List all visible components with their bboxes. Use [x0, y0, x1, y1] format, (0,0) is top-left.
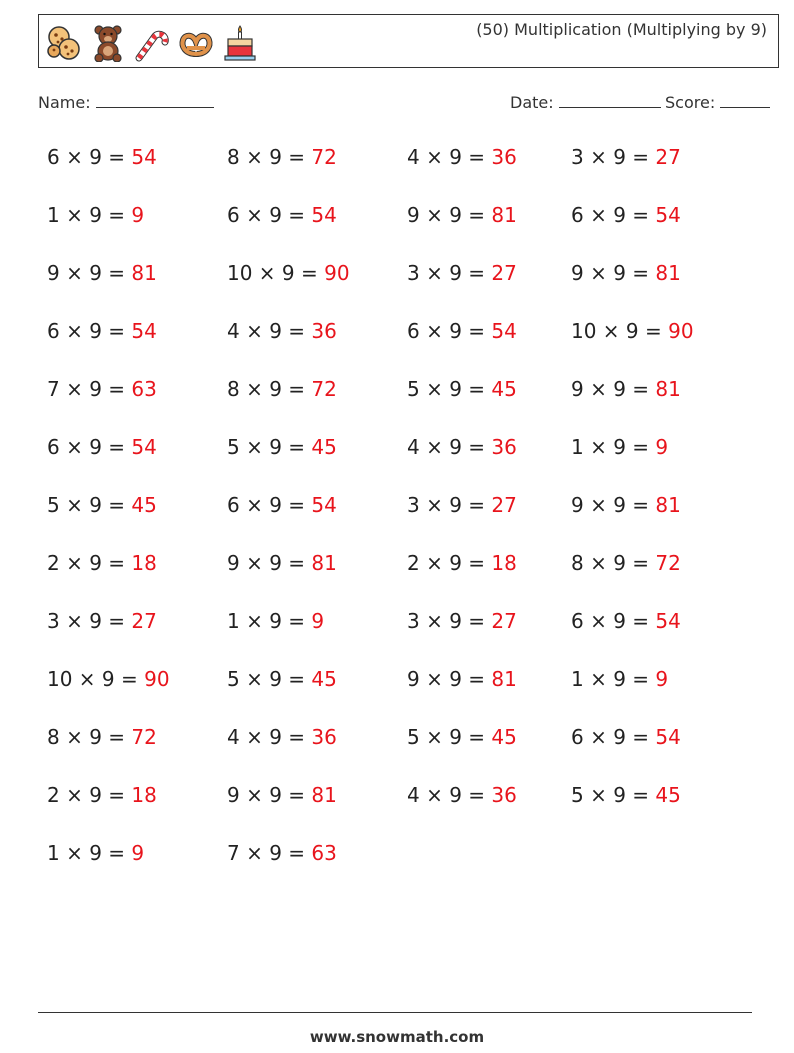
- problem-answer: 63: [131, 377, 157, 401]
- problem-answer: 36: [491, 435, 517, 459]
- problem: [407, 609, 517, 633]
- problem: [407, 783, 517, 807]
- problem-question: 3 × 9 =: [407, 261, 492, 285]
- problem-question: 6 × 9 =: [571, 609, 656, 633]
- problem-question: 1 × 9 =: [47, 203, 132, 227]
- problem: [571, 203, 681, 227]
- problem-question: 4 × 9 =: [407, 145, 492, 169]
- problem: [47, 145, 157, 169]
- problem: [47, 841, 144, 865]
- problem-answer: 36: [311, 319, 337, 343]
- problem: [571, 435, 668, 459]
- problem: [227, 203, 337, 227]
- problem-question: 9 × 9 =: [571, 493, 656, 517]
- problem-answer: 36: [311, 725, 337, 749]
- problem-answer: 45: [131, 493, 157, 517]
- problem-answer: 81: [131, 261, 157, 285]
- problem: [227, 319, 337, 343]
- problem-answer: 45: [491, 725, 517, 749]
- problem-question: 5 × 9 =: [47, 493, 132, 517]
- problem-answer: 9: [131, 841, 145, 865]
- problem-answer: 54: [655, 203, 681, 227]
- name-field: [38, 93, 214, 112]
- problem-answer: 81: [311, 783, 337, 807]
- problem-question: 5 × 9 =: [571, 783, 656, 807]
- problem-answer: 54: [491, 319, 517, 343]
- problem-question: 4 × 9 =: [227, 319, 312, 343]
- problem: [407, 377, 517, 401]
- problem-answer: 27: [131, 609, 157, 633]
- worksheet-header: [38, 14, 779, 68]
- problem: [571, 667, 668, 691]
- problem: [407, 551, 517, 575]
- problem-answer: 90: [668, 319, 694, 343]
- problem-answer: 81: [655, 377, 681, 401]
- problem: [227, 841, 337, 865]
- problem-answer: 45: [491, 377, 517, 401]
- problem: [227, 493, 337, 517]
- problem-answer: 72: [131, 725, 157, 749]
- problem-answer: 27: [491, 261, 517, 285]
- footer-url: www.snowmath.com: [309, 1028, 485, 1046]
- problem: [571, 609, 681, 633]
- problem-question: 8 × 9 =: [571, 551, 656, 575]
- problem-answer: 18: [131, 783, 157, 807]
- problem: [227, 551, 337, 575]
- problem: [227, 261, 350, 285]
- problem-answer: 81: [655, 261, 681, 285]
- candy-cane-icon: [133, 24, 169, 62]
- problem-answer: 54: [311, 493, 337, 517]
- pretzel-icon: [177, 24, 215, 62]
- problem-answer: 72: [655, 551, 681, 575]
- problem-answer: 36: [491, 145, 517, 169]
- problem-question: 6 × 9 =: [227, 203, 312, 227]
- date-line[interactable]: [559, 93, 661, 108]
- problem-question: 2 × 9 =: [47, 783, 132, 807]
- problem-answer: 54: [311, 203, 337, 227]
- problem-answer: 27: [655, 145, 681, 169]
- problem: [571, 551, 681, 575]
- problem-answer: 54: [655, 609, 681, 633]
- problem-question: 5 × 9 =: [227, 435, 312, 459]
- problem-question: 4 × 9 =: [407, 783, 492, 807]
- problem: [227, 667, 337, 691]
- problem-answer: 81: [491, 667, 517, 691]
- problem-answer: 72: [311, 145, 337, 169]
- problem-question: 4 × 9 =: [227, 725, 312, 749]
- problem: [407, 145, 517, 169]
- problem: [407, 725, 517, 749]
- problem: [47, 551, 157, 575]
- problem-answer: 81: [311, 551, 337, 575]
- problem: [571, 783, 681, 807]
- problem-answer: 9: [131, 203, 145, 227]
- problem: [47, 609, 157, 633]
- problem-question: 1 × 9 =: [47, 841, 132, 865]
- problem: [407, 435, 517, 459]
- problem: [47, 783, 157, 807]
- problem: [407, 261, 517, 285]
- problem: [47, 725, 157, 749]
- cookies-icon: [45, 24, 83, 62]
- problem: [227, 377, 337, 401]
- problem-answer: 54: [131, 145, 157, 169]
- problem: [47, 435, 157, 459]
- problem-answer: 54: [655, 725, 681, 749]
- problem-question: 10 × 9 =: [571, 319, 669, 343]
- problem-answer: 9: [311, 609, 325, 633]
- problem-question: 2 × 9 =: [47, 551, 132, 575]
- problem-question: 6 × 9 =: [571, 725, 656, 749]
- problem-question: 3 × 9 =: [47, 609, 132, 633]
- problem-question: 7 × 9 =: [47, 377, 132, 401]
- birthday-cake-icon: [223, 24, 257, 62]
- problem: [47, 319, 157, 343]
- date-field: [510, 93, 661, 112]
- problem-answer: 72: [311, 377, 337, 401]
- problem-question: 10 × 9 =: [47, 667, 145, 691]
- problem-question: 9 × 9 =: [47, 261, 132, 285]
- problem-answer: 27: [491, 493, 517, 517]
- problem-question: 3 × 9 =: [407, 493, 492, 517]
- name-label: Name:: [38, 93, 91, 112]
- problem: [227, 725, 337, 749]
- problem-answer: 63: [311, 841, 337, 865]
- problem-answer: 45: [311, 667, 337, 691]
- header-icons: [45, 23, 257, 63]
- problem-question: 5 × 9 =: [227, 667, 312, 691]
- problem-answer: 45: [655, 783, 681, 807]
- problem: [407, 667, 517, 691]
- problem-question: 9 × 9 =: [407, 203, 492, 227]
- problem-question: 6 × 9 =: [47, 145, 132, 169]
- problem-answer: 27: [491, 609, 517, 633]
- problem-question: 2 × 9 =: [407, 551, 492, 575]
- problem: [227, 145, 337, 169]
- problem: [407, 319, 517, 343]
- problem-question: 9 × 9 =: [227, 551, 312, 575]
- problem: [47, 377, 157, 401]
- problem-question: 4 × 9 =: [407, 435, 492, 459]
- problem: [407, 203, 517, 227]
- problem-question: 6 × 9 =: [47, 435, 132, 459]
- problem-answer: 90: [144, 667, 170, 691]
- problem-question: 3 × 9 =: [407, 609, 492, 633]
- problem-question: 1 × 9 =: [571, 435, 656, 459]
- problem-question: 6 × 9 =: [47, 319, 132, 343]
- problem: [47, 493, 157, 517]
- problem: [571, 319, 694, 343]
- problem: [227, 783, 337, 807]
- problem-answer: 9: [655, 667, 669, 691]
- problem-answer: 54: [131, 319, 157, 343]
- problem: [47, 667, 170, 691]
- problem-answer: 81: [491, 203, 517, 227]
- problem: [47, 203, 144, 227]
- problem-question: 9 × 9 =: [227, 783, 312, 807]
- score-label: Score:: [665, 93, 716, 112]
- problem-question: 9 × 9 =: [407, 667, 492, 691]
- teddy-bear-icon: [91, 24, 125, 62]
- problem-question: 5 × 9 =: [407, 725, 492, 749]
- problem-question: 8 × 9 =: [47, 725, 132, 749]
- footer-divider: [38, 1012, 752, 1013]
- problem-answer: 18: [491, 551, 517, 575]
- problem-question: 6 × 9 =: [407, 319, 492, 343]
- score-line[interactable]: [720, 93, 770, 108]
- problem-question: 1 × 9 =: [227, 609, 312, 633]
- problem-answer: 9: [655, 435, 669, 459]
- problem: [227, 435, 337, 459]
- problem: [571, 493, 681, 517]
- problem-question: 7 × 9 =: [227, 841, 312, 865]
- problem-question: 3 × 9 =: [571, 145, 656, 169]
- problem: [47, 261, 157, 285]
- problem: [571, 725, 681, 749]
- problem: [571, 261, 681, 285]
- problem-answer: 54: [131, 435, 157, 459]
- problem-question: 10 × 9 =: [227, 261, 325, 285]
- problem-answer: 36: [491, 783, 517, 807]
- problem-question: 9 × 9 =: [571, 377, 656, 401]
- problem: [571, 377, 681, 401]
- problem-answer: 45: [311, 435, 337, 459]
- problem-question: 6 × 9 =: [571, 203, 656, 227]
- problem-question: 1 × 9 =: [571, 667, 656, 691]
- worksheet-title: (50) Multiplication (Multiplying by 9): [476, 20, 767, 39]
- problem: [407, 493, 517, 517]
- problem-question: 8 × 9 =: [227, 377, 312, 401]
- date-label: Date:: [510, 93, 554, 112]
- problem-answer: 18: [131, 551, 157, 575]
- score-field: [665, 93, 770, 112]
- problem: [571, 145, 681, 169]
- problem: [227, 609, 324, 633]
- problem-answer: 81: [655, 493, 681, 517]
- problem-question: 9 × 9 =: [571, 261, 656, 285]
- problem-question: 6 × 9 =: [227, 493, 312, 517]
- problem-answer: 90: [324, 261, 350, 285]
- problem-question: 5 × 9 =: [407, 377, 492, 401]
- problem-question: 8 × 9 =: [227, 145, 312, 169]
- name-line[interactable]: [96, 93, 214, 108]
